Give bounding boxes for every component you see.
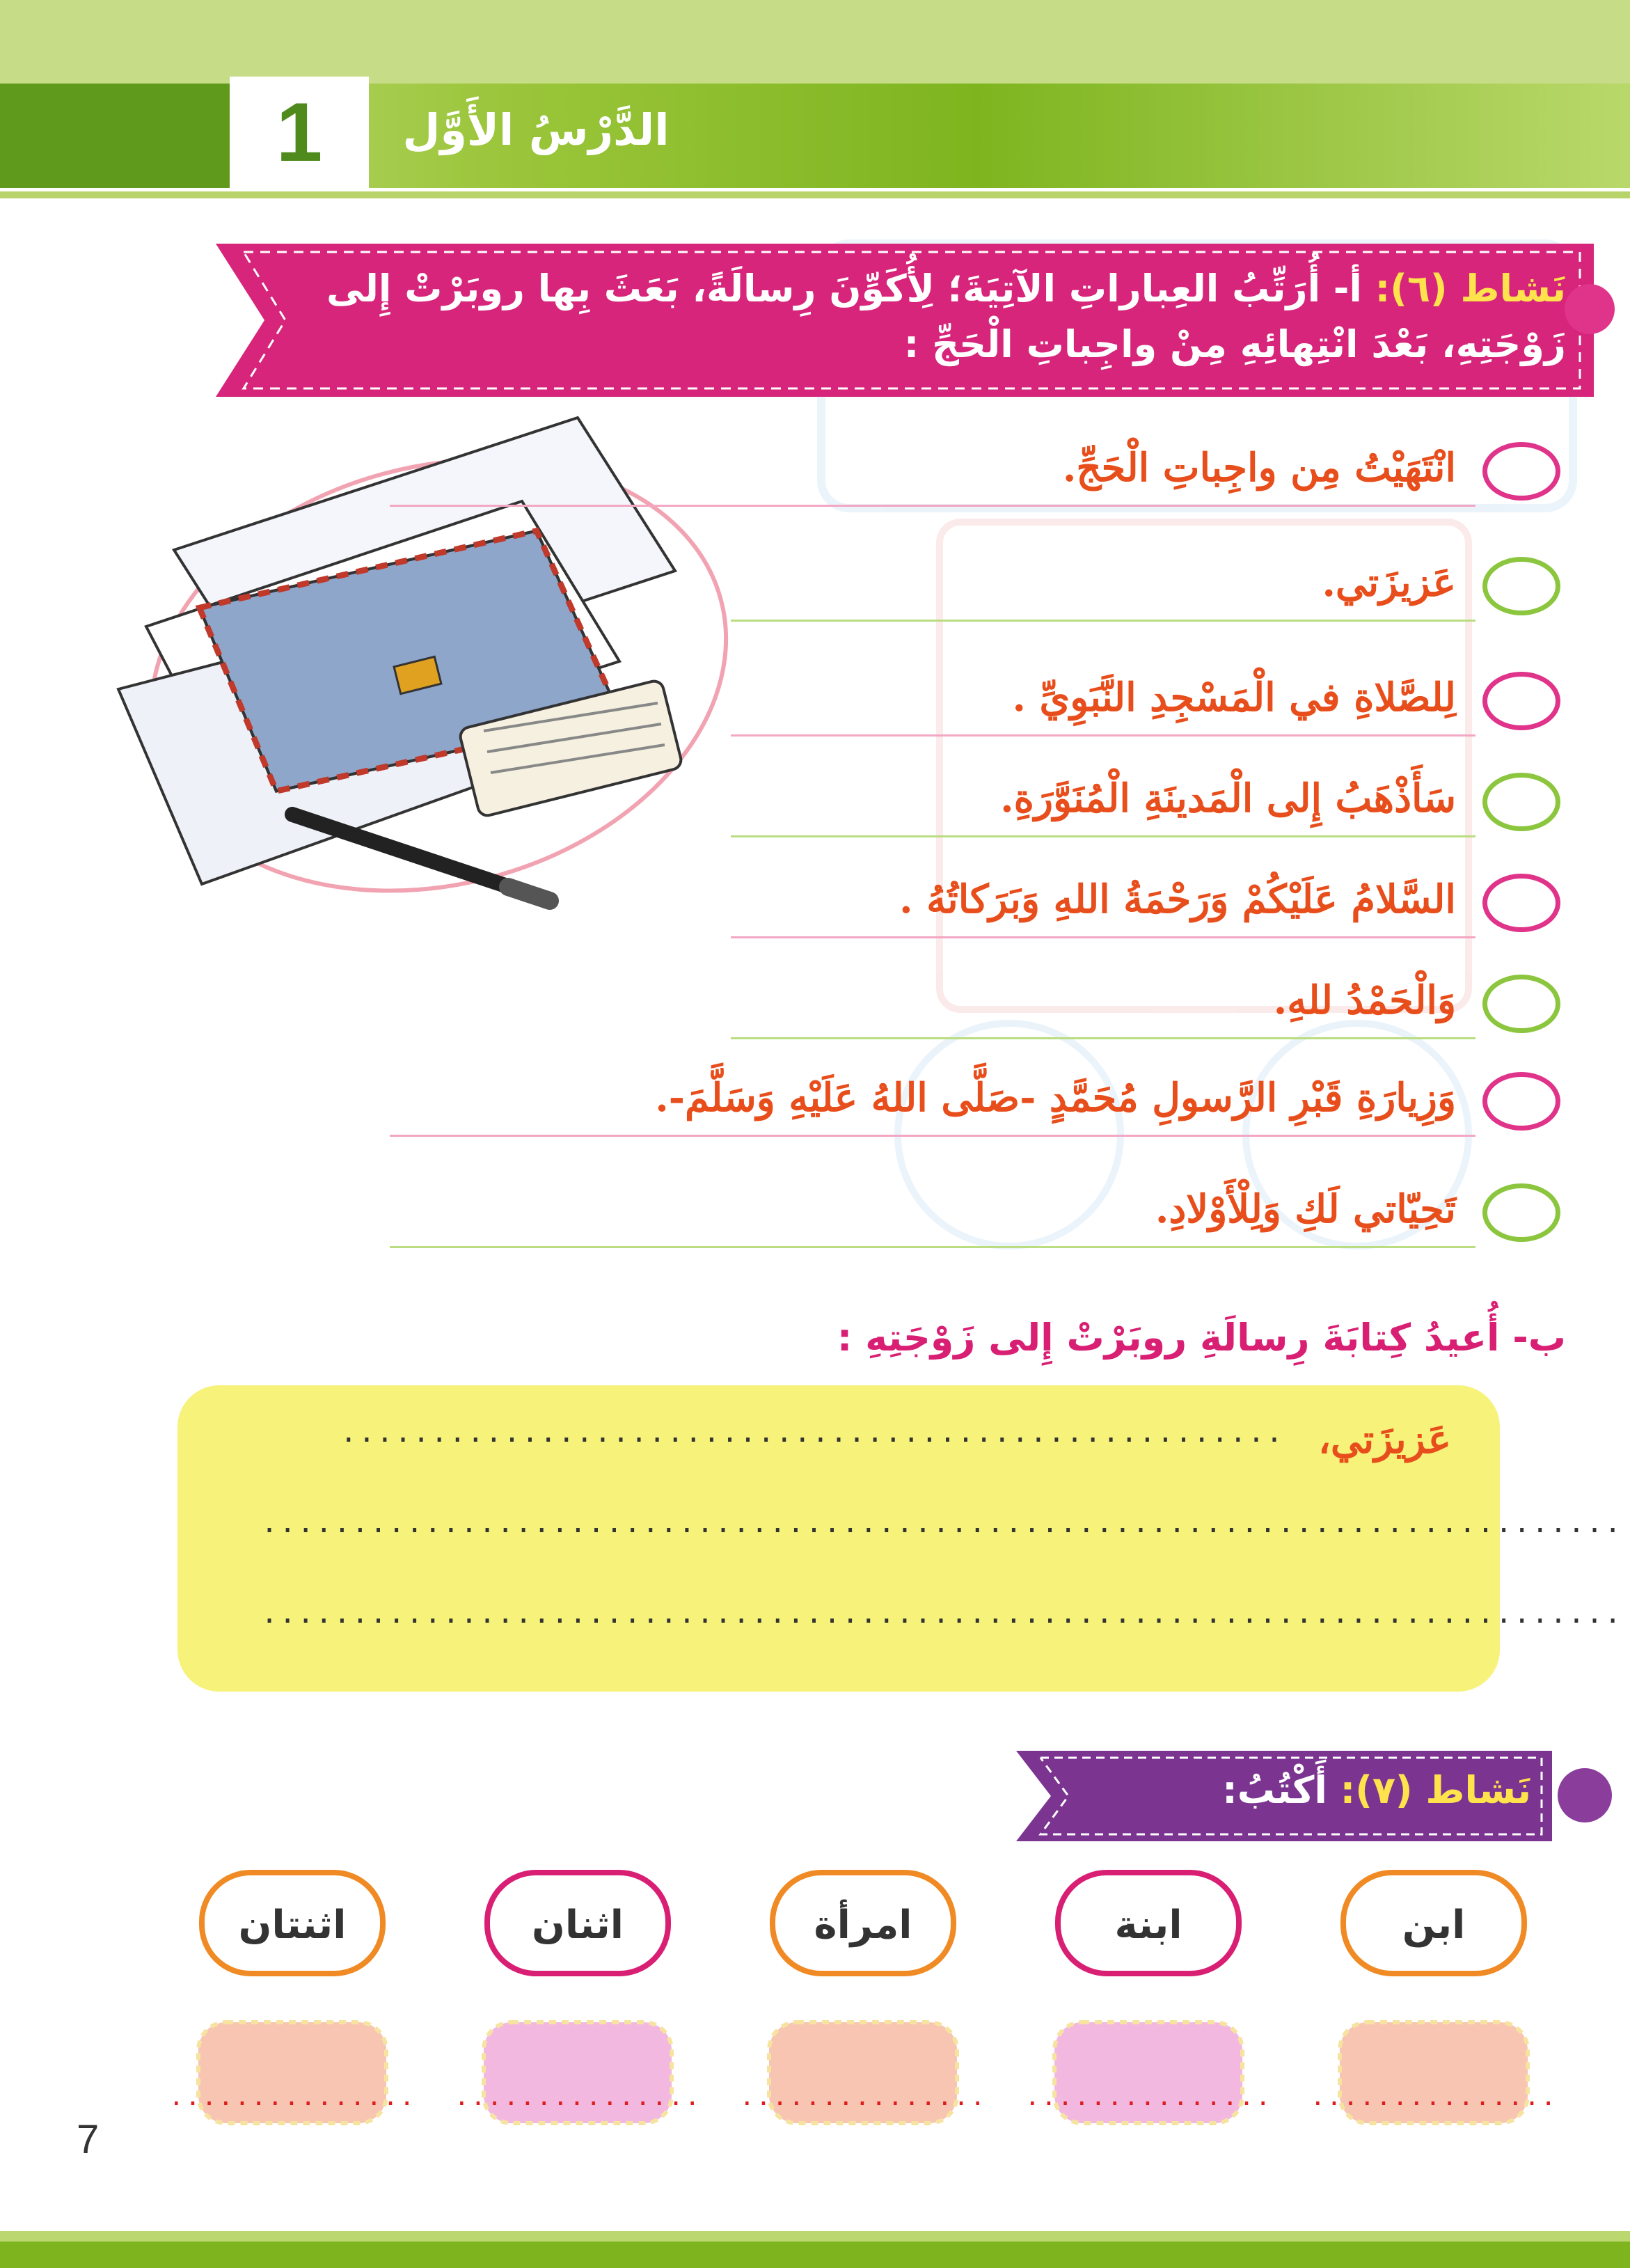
footer-strip	[0, 2242, 1630, 2268]
writing-line-1[interactable]: ....................................................	[340, 1417, 1284, 1449]
footer-light-strip	[0, 2231, 1630, 2242]
row-divider	[390, 1135, 1475, 1137]
letter-greeting: عَزيزَتي،	[1318, 1417, 1451, 1463]
order-circle[interactable]	[1482, 442, 1560, 501]
row-divider	[390, 1246, 1475, 1248]
activity7-text: أَكْتُبُ:	[1222, 1768, 1327, 1812]
header-divider	[0, 191, 1630, 198]
header-top-strip	[0, 0, 1630, 84]
sentence-text: وَزِيارَةِ قَبْرِ الرَّسولِ مُحَمَّدٍ -صَلَّى اللهُ عَلَيْهِ وَسَلَّمَ-.	[655, 1075, 1456, 1121]
sentence-text: لِلصَّلاةِ في الْمَسْجِدِ النَّبَوِيِّ .	[1012, 675, 1456, 720]
section-b-title: ب- أُعيدُ كِتابَةَ رِسالَةِ روبَرْتْ إِلى زَوْجَتِهِ :	[837, 1316, 1566, 1360]
writing-line-2[interactable]: ...........................................................................	[261, 1507, 1623, 1539]
instruction-line1: أ- أُرَتِّبُ العِباراتِ الآتِيَةَ؛ لِأُكَوِّنَ رِسالَةً، بَعَثَ بِها روبَرْتْ إِلى	[326, 267, 1362, 310]
word-ithnatan: اثنتان	[238, 1902, 347, 1948]
word-ibn: ابن	[1402, 1902, 1466, 1948]
sentence-row	[0, 557, 1630, 633]
sentence-row	[0, 672, 1630, 748]
order-circle[interactable]	[1482, 1183, 1560, 1242]
activity7-label: نَشاط (٧):	[1340, 1768, 1531, 1812]
answer-box[interactable]: ...............	[739, 2083, 987, 2111]
activity6-label: نَشاط (٦):	[1375, 267, 1566, 310]
order-circle[interactable]	[1482, 773, 1560, 831]
sentence-text: وَالْحَمْدُ للهِ.	[1273, 977, 1456, 1023]
answer-box[interactable]: ...............	[168, 2083, 416, 2111]
activity6-instruction	[244, 261, 1566, 400]
sentence-text: عَزيزَتي.	[1322, 560, 1456, 606]
row-divider	[731, 835, 1475, 837]
answer-box[interactable]: ...............	[1310, 2083, 1558, 2111]
sentence-text: تَحِيّاتي لَكِ وَلِلْأَوْلادِ.	[1155, 1186, 1456, 1232]
writing-line-3[interactable]: ...........................................................................	[261, 1598, 1623, 1630]
activity6-bullet	[1565, 284, 1615, 334]
sentence-row	[0, 773, 1630, 849]
sentence-row	[0, 975, 1630, 1051]
instruction-line2: زَوْجَتِهِ، بَعْدَ انْتِهائِهِ مِنْ واجِباتِ الْحَجِّ :	[903, 322, 1566, 366]
word-imraa: امرأة	[814, 1902, 912, 1948]
header-dark-block	[0, 84, 230, 188]
activity7-instruction	[1030, 1768, 1531, 1831]
sentence-row	[0, 874, 1630, 950]
order-circle[interactable]	[1482, 672, 1560, 730]
order-circle[interactable]	[1482, 557, 1560, 615]
row-divider	[731, 734, 1475, 737]
activity7-bullet	[1558, 1768, 1612, 1822]
row-divider	[731, 936, 1475, 938]
row-divider	[731, 1037, 1475, 1039]
row-divider	[390, 505, 1475, 507]
sentence-row	[0, 1183, 1630, 1260]
answer-box[interactable]: ...............	[1024, 2083, 1272, 2111]
order-circle[interactable]	[1482, 874, 1560, 932]
word-ithnan: اثنان	[532, 1902, 624, 1948]
sentence-text: السَّلامُ عَلَيْكُمْ وَرَحْمَةُ اللهِ وَبَرَكاتُهُ .	[899, 876, 1456, 922]
sentence-row	[0, 1072, 1630, 1149]
letter-writing-box	[177, 1385, 1623, 1692]
lesson-title: الدَّرْسُ الأَوَّل	[402, 104, 670, 155]
sentence-row	[0, 442, 1630, 519]
order-circle[interactable]	[1482, 1072, 1560, 1131]
row-divider	[731, 620, 1475, 622]
sentence-text: انْتَهَيْتُ مِن واجِباتِ الْحَجِّ.	[1062, 445, 1456, 491]
order-circle[interactable]	[1482, 975, 1560, 1033]
sentence-text: سَأَذْهَبُ إِلى الْمَدينَةِ الْمُنَوَّرَةِ.	[1000, 775, 1456, 821]
lesson-number: 1	[230, 77, 369, 188]
word-ibna: ابنة	[1114, 1902, 1182, 1948]
answer-box[interactable]: ...............	[454, 2083, 702, 2111]
page-number: 7	[77, 2117, 100, 2162]
